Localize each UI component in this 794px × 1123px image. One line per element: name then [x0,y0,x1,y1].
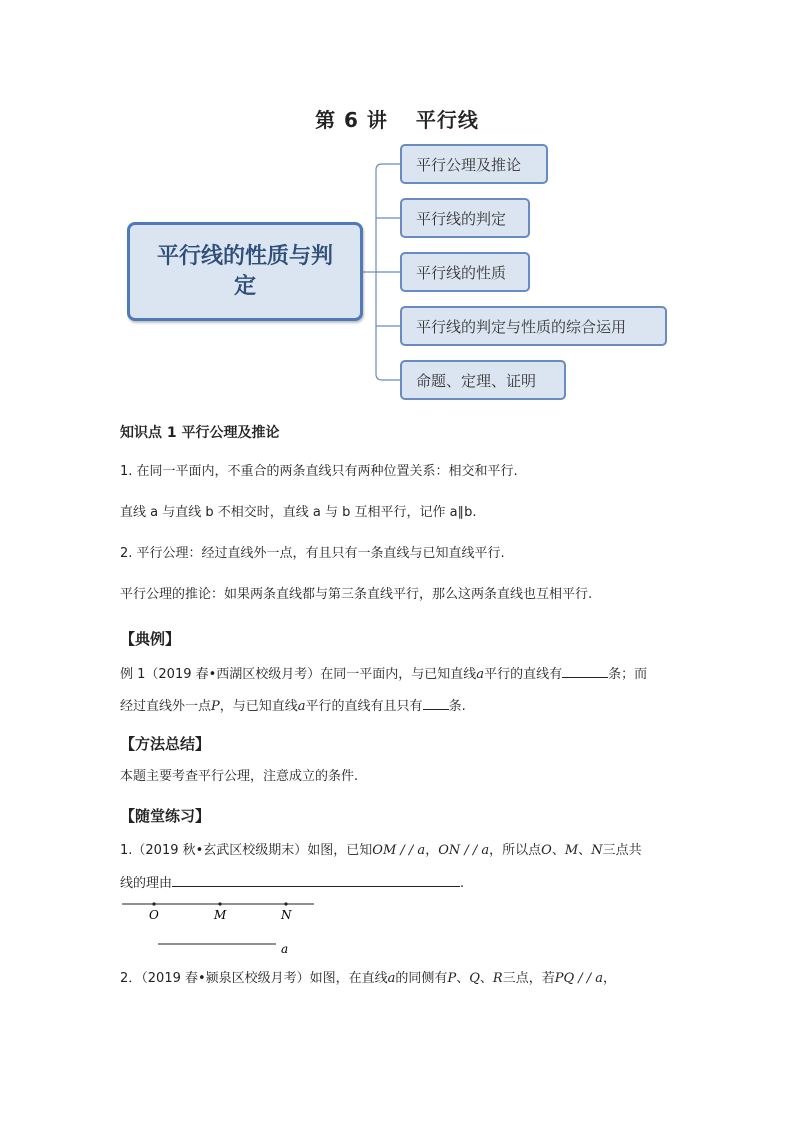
mindmap-branch-3: 平行线的性质 [400,252,530,292]
kp1-paragraph-1: 1. 在同一平面内，不重合的两条直线只有两种位置关系：相交和平行. [120,464,518,479]
q1-figure [118,896,328,958]
practice-q2-line-1: 2．（2019 春•颍泉区校级月考）如图，在直线a的同侧有P、Q、R三点，若PQ / / a， [120,971,617,986]
answer-blank-3[interactable] [172,872,460,887]
point-m [218,902,221,905]
practice-heading: 【随堂练习】 [120,807,211,825]
kp1-paragraph-4: 平行公理的推论：如果两条直线都与第三条直线平行，那么这两条直线也互相平行. [120,587,593,602]
kp1-paragraph-3: 2. 平行公理：经过直线外一点，有且只有一条直线与已知直线平行. [120,546,505,561]
mindmap-connectors [0,0,794,420]
lesson-topic: 平行线 [415,108,479,132]
label-a: a [281,942,289,956]
knowledge-point-heading: 知识点 1 平行公理及推论 [120,425,280,441]
method-text: 本题主要考查平行公理，注意成立的条件. [120,769,359,784]
lesson-number: 第 6 讲 [315,108,388,132]
kp1-paragraph-2: 直线 a 与直线 b 不相交时，直线 a 与 b 互相平行，记作 a∥b. [120,505,477,520]
example-line-2: 经过直线外一点P，与已知直线a平行的直线有且只有 条. [120,695,466,717]
mindmap-center-node [127,222,363,321]
practice-q1-line-2: 线的理由 . [120,872,464,894]
mindmap-center-label: 平行线的性质与判定 [156,243,333,299]
example-line-1: 例 1（2019 春•西湖区校级月考）在同一平面内，与已知直线a平行的直线有 条；而 [120,663,647,685]
mindmap-branch-1: 平行公理及推论 [400,144,548,184]
mindmap-branch-5: 命题、定理、证明 [400,360,566,400]
answer-blank-1[interactable] [562,663,608,678]
example-heading: 【典例】 [120,630,181,648]
mindmap-branch-2: 平行线的判定 [400,198,530,238]
practice-q1-line-1: 1.（2019 秋•玄武区校级期末）如图，已知OM / / a，ON / / a，所以点O、M、N三点共 [120,843,642,858]
mindmap-branch-4: 平行线的判定与性质的综合运用 [400,306,667,346]
method-heading: 【方法总结】 [120,735,211,753]
point-n [284,902,287,905]
answer-blank-2[interactable] [423,695,449,710]
label-n: N [281,908,292,922]
label-o: O [149,908,159,922]
point-o [152,902,155,905]
label-m: M [214,908,227,922]
